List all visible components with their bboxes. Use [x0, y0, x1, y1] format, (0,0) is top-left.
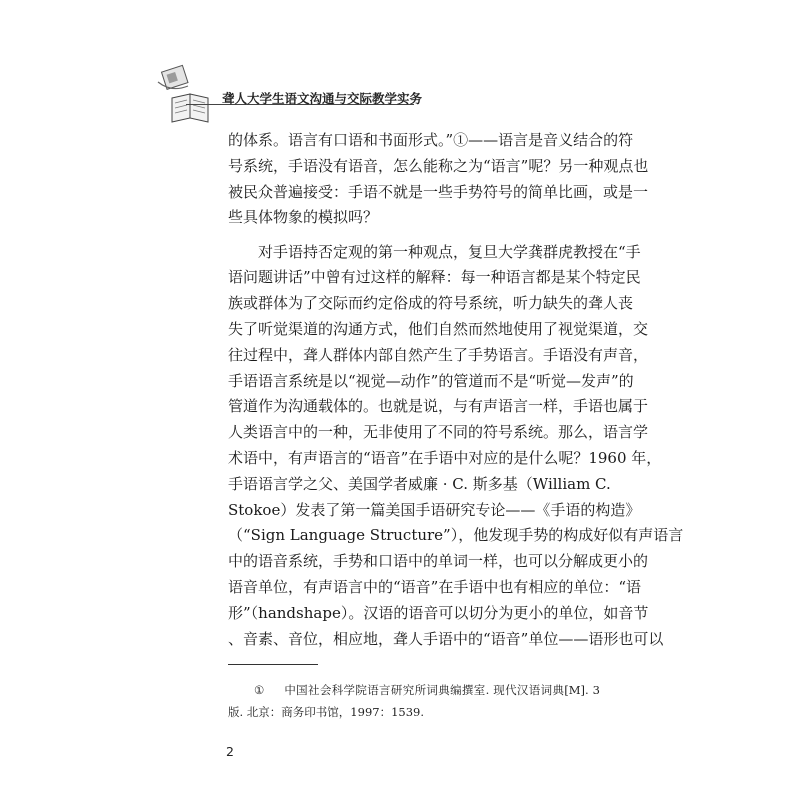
text-line: 对手语持否定观的第一种观点，复旦大学龚群虎教授在“手 — [258, 242, 641, 261]
text-line: 的体系。语言有口语和书面形式。”①——语言是音义结合的符 — [228, 131, 634, 149]
footnote-line: 中国社会科学院语言研究所词典编撰室. 现代汉语词典[M]. 3 — [284, 683, 600, 697]
text-line: 被民众普遍接受：手语不就是一些手势符号的简单比画，或是一 — [228, 182, 649, 201]
text-line: 手语语言系统是以“视觉—动作”的管道而不是“听觉—发声”的 — [228, 371, 634, 390]
text-line: 术语中，有声语言的“语音”在手语中对应的是什么呢？1960 年， — [228, 449, 662, 468]
text-line: 号系统，手语没有语音，怎么能称之为“语言”呢？另一种观点也 — [228, 156, 649, 175]
footnote-marker: ① — [254, 683, 265, 697]
text-line: （“Sign Language Structure”），他发现手势的构成好似有声语言 — [228, 526, 684, 545]
text-line: 族或群体为了交际而约定俗成的符号系统，听力缺失的聋人丧 — [228, 294, 634, 313]
footnote-line: 版. 北京：商务印书馆，1997：1539. — [228, 705, 424, 719]
text-line: 语问题讲话”中曾有过这样的解释：每一种语言都是某个特定民 — [228, 268, 641, 287]
running-head: 聋人大学生语文沟通与交际教学实务 — [222, 91, 423, 106]
text-line: 人类语言中的一种，无非使用了不同的符号系统。那么，语言学 — [228, 423, 649, 442]
text-line: 失了听觉渠道的沟通方式，他们自然而然地使用了视觉渠道，交 — [228, 320, 649, 339]
text-line: 往过程中，聋人群体内部自然产生了手势语言。手语没有声音， — [228, 345, 649, 364]
open-book-icon — [154, 60, 224, 130]
text-line: 语音单位，有声语言中的“语音”在手语中也有相应的单位：“语 — [228, 578, 642, 597]
text-line: 中的语音系统，手势和口语中的单词一样，也可以分解成更小的 — [228, 552, 649, 571]
text-line: 些具体物象的模拟吗？ — [228, 208, 379, 227]
text-line: 管道作为沟通载体的。也就是说，与有声语言一样，手语也属于 — [228, 397, 649, 416]
footnote-rule — [228, 664, 318, 665]
text-line: 、音素、音位，相应地，聋人手语中的“语音”单位——语形也可以 — [228, 629, 664, 648]
text-line: 手语语言学之父、美国学者威廉 · C. 斯多基（William C. — [228, 474, 611, 493]
footnote — [228, 679, 600, 723]
text-line: Stokoe）发表了第一篇美国手语研究专论——《手语的构造》 — [228, 500, 641, 519]
body-text — [228, 128, 684, 652]
page-number: 2 — [226, 744, 234, 759]
text-line: 形”（handshape）。汉语的语音可以切分为更小的单位，如音节 — [228, 603, 649, 622]
